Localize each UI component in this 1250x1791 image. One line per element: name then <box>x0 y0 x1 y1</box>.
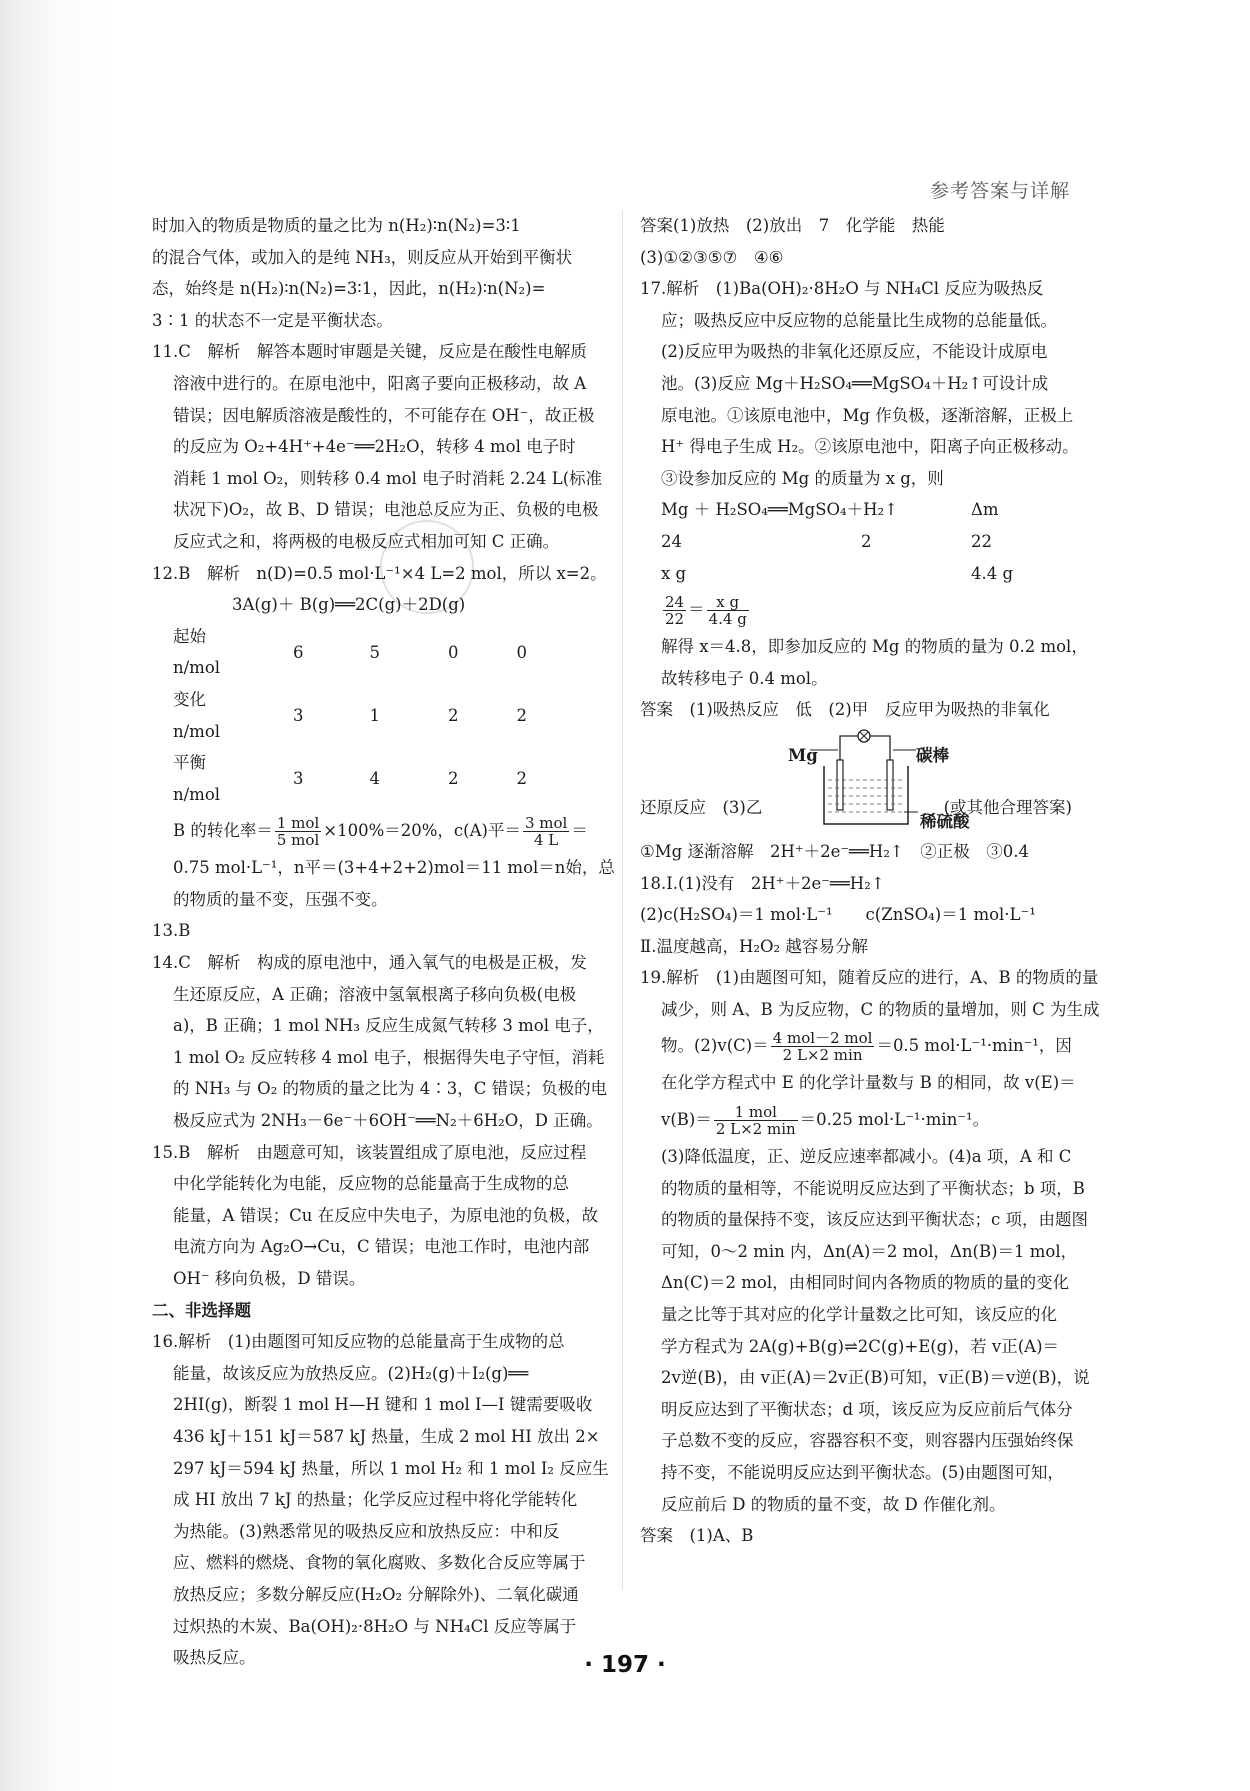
text-line: 子总数不变的反应，容器容积不变，则容器内压强始终保 <box>661 1431 1074 1451</box>
text-line: 电流方向为 Ag₂O→Cu，C 错误；电池工作时，电池内部 <box>173 1237 590 1257</box>
mg-row: 24 2 22 <box>661 531 992 551</box>
column-divider <box>622 210 623 1590</box>
text-line: ③设参加反应的 Mg 的质量为 x g，则 <box>661 468 944 488</box>
text-line: 反应式之和，将两极的电极反应式相加可知 C 正确。 <box>173 531 560 551</box>
text-line: 极反应式为 2NH₃－6e⁻＋6OH⁻══N₂＋6H₂O，D 正确。 <box>173 1111 603 1131</box>
question-13: 13.B <box>152 921 191 941</box>
text-line: 3∶1 的状态不一定是平衡状态。 <box>152 310 393 330</box>
text-line: 2HI(g)，断裂 1 mol H—H 键和 1 mol I—I 键需要吸收 <box>173 1395 593 1415</box>
text-line: 状况下)O₂，故 B、D 错误；电池总反应为正、负极的电极 <box>173 500 599 520</box>
text-line: (3)①②③⑤⑦ ④⑥ <box>640 247 784 267</box>
text-line: 故转移电子 0.4 mol。 <box>661 668 828 688</box>
text-line: 解得 x＝4.8，即参加反应的 Mg 的物质的量为 0.2 mol， <box>661 637 1088 657</box>
text-line: 明反应达到了平衡状态；d 项，该反应为反应前后气体分 <box>661 1399 1073 1419</box>
answer-16: 答案(1)放热 (2)放出 7 化学能 热能 <box>640 216 945 235</box>
mg-equation: Mg ＋ H₂SO₄══MgSO₄＋H₂↑ Δm <box>661 500 999 520</box>
text-line: 应、燃料的燃烧、食物的氧化腐败、多数化合反应等属于 <box>173 1553 586 1573</box>
text-line: Δn(C)＝2 mol，由相同时间内各物质的物质的量的变化 <box>661 1273 1070 1293</box>
text-line: 2v逆(B)，由 v正(A)＝2v正(B)可知，v正(B)＝v逆(B)，说 <box>661 1368 1090 1388</box>
text-line: 为热能。(3)熟悉常见的吸热反应和放热反应：中和反 <box>173 1521 560 1541</box>
text-line: 的 NH₃ 与 O₂ 的物质的量之比为 4∶3，C 错误；负极的电 <box>173 1079 608 1099</box>
text-line: (2)反应甲为吸热的非氧化还原反应，不能设计成原电 <box>661 342 1048 362</box>
text-line: 可知，0～2 min 内，Δn(A)＝2 mol，Δn(B)＝1 mol， <box>661 1241 1078 1261</box>
rate-line: v(B)＝ $\frac{\text{1 mol}}{2 L\times 2 \min}$ ＝0.25 mol·L⁻¹·min⁻¹。 <box>661 1103 990 1139</box>
question-15: 15.B 解析 由题意可知，该装置组成了原电池，反应过程 <box>152 1142 587 1162</box>
question-14: 14.C 解析 构成的原电池中，通入氧气的电极是正极，发 <box>152 953 587 973</box>
bulb-cross <box>860 732 868 740</box>
fraction: $\frac{\text{x g}}{4.4 g}$ <box>708 593 747 629</box>
text-line: 池。(3)反应 Mg＋H₂SO₄══MgSO₄＋H₂↑可设计成 <box>661 373 1049 393</box>
text-line: 原电池。①该原电池中，Mg 作负极，逐渐溶解，正极上 <box>661 405 1074 425</box>
right-column <box>640 210 1100 1552</box>
page-number: · 197 · <box>584 1652 666 1678</box>
text-line: 吸热反应。 <box>173 1648 256 1668</box>
fraction: $\frac{\text{1 mol}}{2 L\times 2 \min}$ <box>715 1103 796 1139</box>
table-row: 起始 n/mol 6 5 0 0 <box>173 626 527 678</box>
text-line: 减少，则 A、B 为反应物，C 的物质的量增加，则 C 为生成 <box>661 999 1100 1019</box>
three-stage-table <box>173 621 545 811</box>
text-line: 的物质的量不变，压强不变。 <box>173 889 388 909</box>
text-line: 持不变，不能说明反应达到平衡状态。(5)由题图可知， <box>661 1463 1064 1482</box>
mg-row: x g 4.4 g <box>661 563 1014 583</box>
text-line: (3)降低温度，正、逆反应速率都减小。(4)a 项，A 和 C <box>661 1147 1072 1167</box>
text-line: 过炽热的木炭、Ba(OH)₂·8H₂O 与 NH₄Cl 反应等属于 <box>173 1616 577 1636</box>
text-line: 量之比等于其对应的化学计量数之比可知，该反应的化 <box>661 1305 1057 1325</box>
text-line: 消耗 1 mol O₂，则转移 0.4 mol 电子时消耗 2.24 L(标准 <box>173 468 603 488</box>
mg-electrode <box>837 760 843 810</box>
text-line: 时加入的物质是物质的量之比为 n(H₂)∶n(N₂)=3∶1 <box>152 216 521 235</box>
text-line: (2)c(H₂SO₄)＝1 mol·L⁻¹ c(ZnSO₄)＝1 mol·L⁻¹ <box>640 905 1036 925</box>
answer-17: 答案 (1)吸热反应 低 (2)甲 反应甲为吸热的非氧化 <box>640 700 1050 720</box>
text-line: 应；吸热反应中反应物的总能量比生成物的总能量低。 <box>661 310 1057 330</box>
cell-drawing <box>810 726 930 836</box>
rate-line: 物。(2)v(C)＝ $\frac{\text{4 mol－2 mol}}{2 L\times 2 \min}$ ＝0.5 mol·L⁻¹·min⁻¹，因 <box>661 1029 1072 1065</box>
text-line: ①Mg 逐渐溶解 2H⁺＋2e⁻══H₂↑ ②正极 ③0.4 <box>640 841 1029 861</box>
text-line: 反应前后 D 的物质的量不变，故 D 作催化剂。 <box>661 1494 1006 1514</box>
text-line: 能量，故该反应为放热反应。(2)H₂(g)＋I₂(g)══ <box>173 1363 529 1383</box>
text-line: Ⅱ.温度越高，H₂O₂ 越容易分解 <box>640 936 868 956</box>
text-line: 错误；因电解质溶液是酸性的，不可能存在 OH⁻，故正极 <box>173 405 595 425</box>
text-line: 在化学方程式中 E 的化学计量数与 B 的相同，故 v(E)＝ <box>661 1073 1076 1093</box>
galvanic-cell-diagram: 还原反应 (3)乙 (或其他合理答案) Mg 碳棒 稀硫酸 <box>640 726 1072 836</box>
text-line: a)，B 正确；1 mol NH₃ 反应生成氮气转移 3 mol 电子， <box>173 1016 604 1036</box>
mg-proportion: $\frac{24}{22}$ ＝ $\frac{\text{x g}}{4.4 g}$ <box>665 593 747 629</box>
question-18: 18.Ⅰ.(1)没有 2H⁺＋2e⁻══H₂↑ <box>640 873 885 893</box>
text-line: 生还原反应，A 正确；溶液中氢氧根离子移向负极(电极 <box>173 984 577 1004</box>
text-line: 放热反应；多数分解反应(H₂O₂ 分解除外)、二氧化碳通 <box>173 1584 579 1604</box>
reaction-equation: 3A(g)＋ B(g)══2C(g)＋2D(g) <box>232 595 466 615</box>
text-line: 0.75 mol·L⁻¹，n平＝(3+4+2+2)mol＝11 mol＝n始，总 <box>173 858 615 878</box>
fraction: $\frac{\text{1 mol}}{\text{5 mol}}$ <box>276 814 320 850</box>
text-line: 成 HI 放出 7 kJ 的热量；化学反应过程中将化学能转化 <box>173 1490 578 1510</box>
question-11: 11.C 解析 解答本题时审题是关键，反应是在酸性电解质 <box>152 342 587 362</box>
text-line: 能量，A 错误；Cu 在反应中失电子，为原电池的负极，故 <box>173 1205 599 1225</box>
text-line: 的反应为 O₂+4H⁺+4e⁻══2H₂O，转移 4 mol 电子时 <box>173 437 576 457</box>
question-12: 12.B 解析 n(D)=0.5 mol·L⁻¹×4 L=2 mol，所以 x=2。 <box>152 563 607 583</box>
text-line: 297 kJ＝594 kJ 热量，所以 1 mol H₂ 和 1 mol I₂ 反应生 <box>173 1458 609 1478</box>
left-column <box>152 210 615 1674</box>
text-line: 的混合气体，或加入的是纯 NH₃，则反应从开始到平衡状 <box>152 247 573 267</box>
fraction: $\frac{24}{22}$ <box>665 593 685 629</box>
running-header: 参考答案与详解 <box>929 180 1070 202</box>
fraction: $\frac{\text{3 mol}}{4 L}$ <box>524 814 568 850</box>
text-line: 的物质的量保持不变，该反应达到平衡状态；c 项，由题图 <box>661 1210 1088 1230</box>
table-row: 变化 n/mol 3 1 2 2 <box>173 689 527 741</box>
carbon-electrode <box>887 760 893 810</box>
text-line: 学方程式为 2A(g)+B(g)⇌2C(g)+E(g)，若 v正(A)＝ <box>661 1336 1060 1356</box>
section-heading: 二、非选择题 <box>152 1300 251 1320</box>
fraction: $\frac{\text{4 mol－2 mol}}{2 L\times 2 \min}$ <box>772 1029 873 1065</box>
conversion-rate-line: B 的转化率＝ $\frac{\text{1 mol}}{\text{5 mol}}$ ×100%＝20%，c(A)平＝ $\frac{\text{3 mol}}{4 L}$ ＝ <box>173 814 588 850</box>
text-line: OH⁻ 移向负极，D 错误。 <box>173 1269 366 1288</box>
text-line: 的物质的量相等，不能说明反应达到了平衡状态；b 项，B <box>661 1178 1085 1198</box>
question-17: 17.解析 (1)Ba(OH)₂·8H₂O 与 NH₄Cl 反应为吸热反 <box>640 279 1044 299</box>
question-19: 19.解析 (1)由题图可知，随着反应的进行，A、B 的物质的量 <box>640 968 1099 988</box>
text-line: 436 kJ＋151 kJ＝587 kJ 热量，生成 2 mol HI 放出 2× <box>173 1426 600 1446</box>
answer-19: 答案 (1)A、B <box>640 1526 754 1546</box>
text-line: 溶液中进行的。在原电池中，阳离子要向正极移动，故 A <box>173 373 587 393</box>
text-line: 中化学能转化为电能，反应物的总能量高于生成物的总 <box>173 1174 569 1194</box>
text-line: 1 mol O₂ 反应转移 4 mol 电子，根据得失电子守恒，消耗 <box>173 1047 605 1067</box>
text-line: 态，始终是 n(H₂)∶n(N₂)=3∶1，因此，n(H₂)∶n(N₂)= <box>152 279 546 299</box>
wire <box>840 736 890 762</box>
question-16: 16.解析 (1)由题图可知反应物的总能量高于生成物的总 <box>152 1332 565 1352</box>
table-row: 平衡 n/mol 3 4 2 2 <box>173 753 527 804</box>
text-line: H⁺ 得电子生成 H₂。②该原电池中，阳离子向正极移动。 <box>661 437 1079 457</box>
